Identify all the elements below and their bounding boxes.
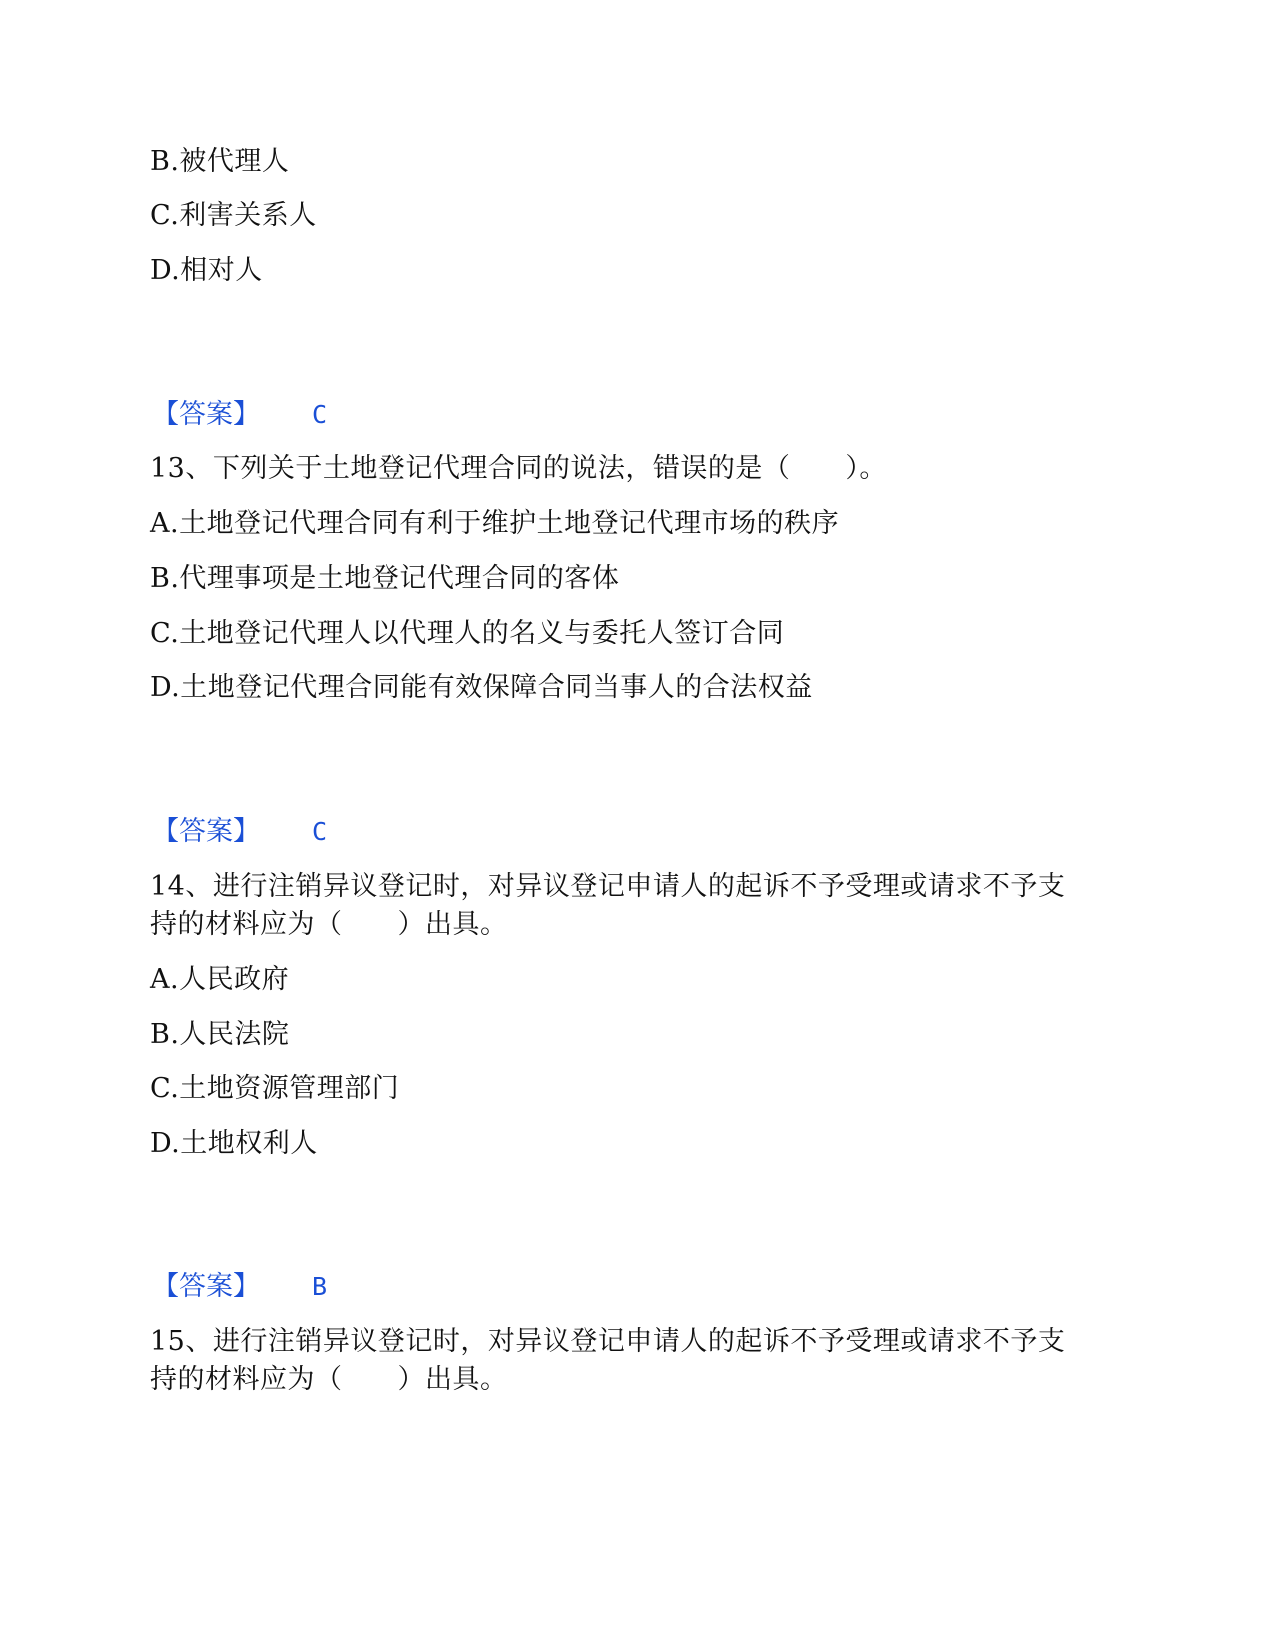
q14-option-a: A.人民政府	[150, 964, 290, 995]
answer-value: B	[312, 1272, 328, 1301]
q14-option-c: C.土地资源管理部门	[150, 1073, 400, 1104]
q15-stem-line1: 15、进行注销异议登记时，对异议登记申请人的起诉不予受理或请求不予支	[150, 1326, 1066, 1357]
answer-label: 【答案】	[152, 816, 260, 847]
q12-option-d: D.相对人	[150, 255, 263, 286]
q13-option-b: B.代理事项是土地登记代理合同的客体	[150, 563, 620, 594]
answer-label: 【答案】	[152, 399, 260, 430]
q12-answer	[152, 395, 327, 435]
q13-option-d: D.土地登记代理合同能有效保障合同当事人的合法权益	[150, 672, 813, 703]
answer-label: 【答案】	[152, 1271, 260, 1302]
q12-option-c: C.利害关系人	[150, 200, 317, 231]
q13-answer	[152, 812, 327, 852]
q15-stem-line2: 持的材料应为（ ）出具。	[150, 1364, 508, 1395]
q13-option-c: C.土地登记代理人以代理人的名义与委托人签订合同	[150, 618, 785, 649]
q12-option-b: B.被代理人	[150, 146, 290, 177]
q14-stem-line2: 持的材料应为（ ）出具。	[150, 909, 508, 940]
answer-value: C	[312, 400, 328, 429]
q14-option-b: B.人民法院	[150, 1019, 290, 1050]
answer-value: C	[312, 817, 328, 846]
q14-stem-line1: 14、进行注销异议登记时，对异议登记申请人的起诉不予受理或请求不予支	[150, 871, 1066, 902]
q13-option-a: A.土地登记代理合同有利于维护土地登记代理市场的秩序	[150, 508, 840, 539]
q14-answer	[152, 1267, 327, 1307]
q13-stem: 13、下列关于土地登记代理合同的说法，错误的是（ ）。	[150, 453, 887, 484]
q14-option-d: D.土地权利人	[150, 1128, 318, 1159]
